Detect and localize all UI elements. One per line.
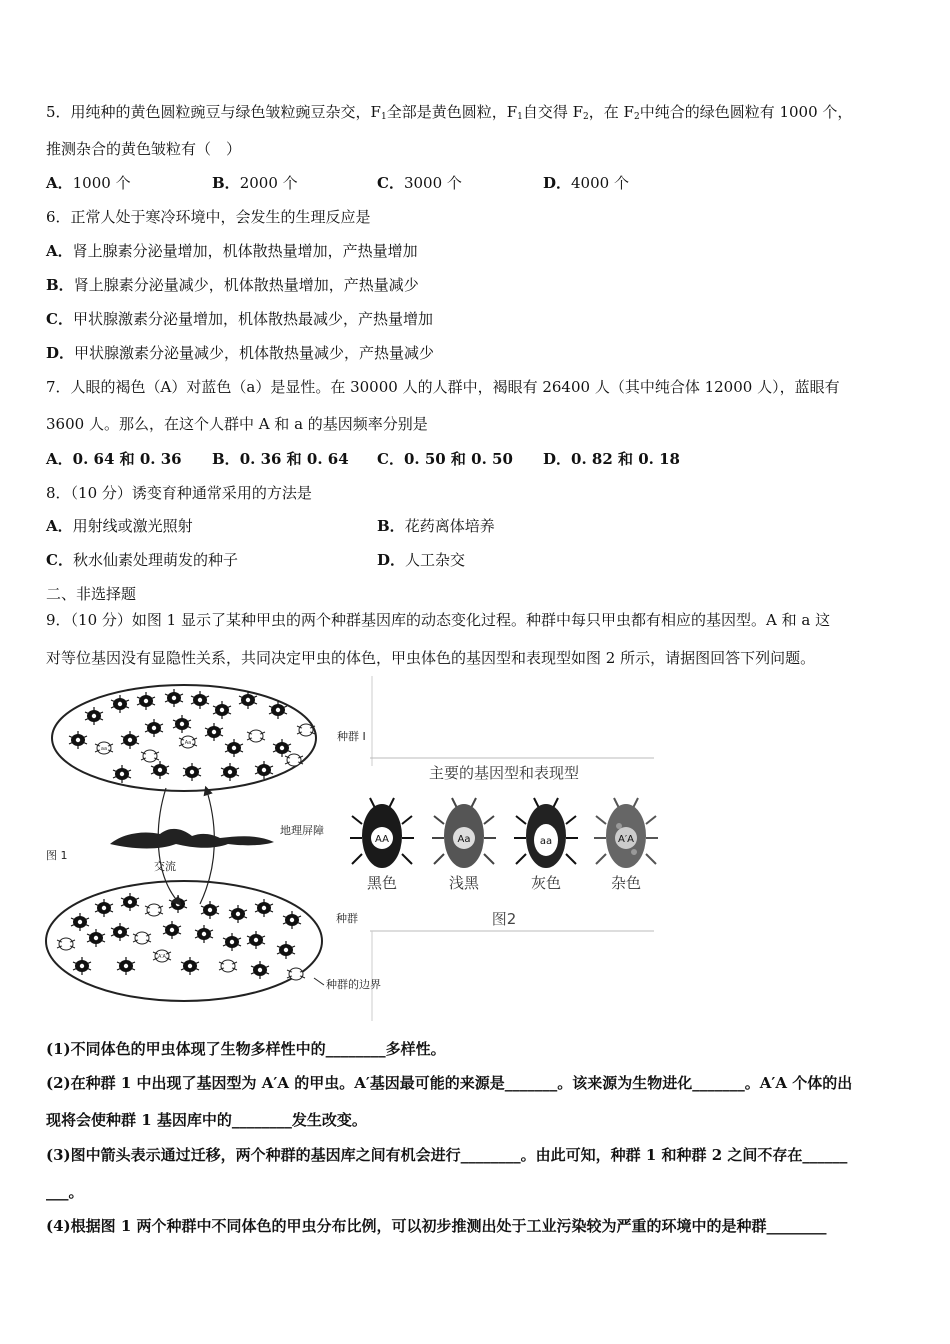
q6-option-d[interactable]: D．甲状腺激素分泌量减少，机体散热量减少，产热量减少 bbox=[46, 344, 435, 362]
q5-stem-line1: 5．用纯种的黄色圆粒豌豆与绿色皱粒豌豆杂交，$F_1$全部是黄色圆粒，$F_1$自交得 $F_2$，在 $F_2$中纯合的绿色圆粒有 1000 个， bbox=[46, 103, 853, 122]
q8-option-a[interactable]: A．用射线或激光照射 bbox=[46, 517, 193, 535]
q9-subquestion-2-line2: 现将会使种群 1 基因库中的________发生改变。 bbox=[46, 1111, 367, 1129]
q9-subquestion-3-line2: ___。 bbox=[46, 1183, 84, 1201]
phenotype-label: 灰色 bbox=[530, 874, 562, 892]
label-geographic-barrier: 地理屏障 bbox=[280, 824, 324, 837]
section-heading: 二、非选择题 bbox=[46, 585, 137, 603]
q5-option-a[interactable]: A．1000 个 bbox=[46, 174, 131, 192]
q7-option-a[interactable]: A．0. 64 和 0. 36 bbox=[46, 450, 182, 468]
q9-subquestion-2-line1: (2)在种群 1 中出现了基因型为 A′A 的甲虫。A′基因最可能的来源是_______。该来源为生物进化_______。A′A 个体的出 bbox=[46, 1074, 853, 1092]
q6-stem: 6．正常人处于寒冷环境中，会发生的生理反应是 bbox=[46, 208, 371, 226]
small-genotype-tag: aa bbox=[100, 746, 108, 752]
q6-option-c[interactable]: C．甲状腺激素分泌量增加，机体散热最减少，产热量增加 bbox=[46, 310, 433, 328]
figure-2-title: 主要的基因型和表现型 bbox=[428, 764, 580, 782]
q7-option-c[interactable]: C．0. 50 和 0. 50 bbox=[377, 450, 513, 468]
label-figure-1: 图 1 bbox=[46, 849, 68, 862]
geographic-barrier bbox=[110, 829, 274, 849]
q5-option-b[interactable]: B．2000 个 bbox=[212, 174, 298, 192]
q8-option-d[interactable]: D．人工杂交 bbox=[377, 551, 466, 569]
q8-option-b[interactable]: B．花药离体培养 bbox=[377, 517, 495, 535]
q7-option-b[interactable]: B．0. 36 和 0. 64 bbox=[212, 450, 349, 468]
q9-subquestion-4: (4)根据图 1 两个种群中不同体色的甲虫分布比例，可以初步推测出处于工业污染较为严重的环境中的是种群________ bbox=[46, 1217, 827, 1235]
q9-subquestion-1: (1)不同体色的甲虫体现了生物多样性中的________多样性。 bbox=[46, 1040, 446, 1058]
q7-stem-line1: 7．人眼的褐色（A）对蓝色（a）是显性。在 30000 人的人群中，褐眼有 26400 人（其中纯合体 12000 人），蓝眼有 bbox=[46, 378, 840, 396]
q5-option-d[interactable]: D．4000 个 bbox=[543, 174, 629, 192]
q9-subquestion-3-line1: (3)图中箭头表示通过迁移，两个种群的基因库之间有机会进行________。由此可知，种群 1 和种群 2 之间不存在______ bbox=[46, 1146, 848, 1164]
label-population-boundary: 种群的边界 bbox=[326, 978, 381, 991]
genotype-label: Aa bbox=[457, 834, 471, 845]
genotype-label: AA bbox=[375, 834, 389, 845]
genotype-label: aa bbox=[539, 836, 553, 847]
population-2-ellipse bbox=[46, 881, 322, 1001]
q5-option-c[interactable]: C．3000 个 bbox=[377, 174, 462, 192]
beetle-aa-light-black bbox=[432, 798, 496, 892]
q6-option-a[interactable]: A．肾上腺素分泌量增加，机体散热量增加，产热量增加 bbox=[46, 242, 418, 260]
q8-option-c[interactable]: C．秋水仙素处理萌发的种子 bbox=[46, 551, 238, 569]
q7-option-d[interactable]: D．0. 82 和 0. 18 bbox=[543, 450, 680, 468]
q9-stem-line1: 9．（10 分）如图 1 显示了某种甲虫的两个种群基因库的动态变化过程。种群中每只甲虫都有相应的基因型。A 和 a 这 bbox=[46, 611, 831, 629]
label-exchange: 交流 bbox=[154, 860, 176, 873]
beetle-aa-gray bbox=[514, 798, 578, 892]
beetle-a-prime-a-mottled bbox=[594, 798, 658, 892]
q6-option-b[interactable]: B．肾上腺素分泌量减少，机体散热量增加，产热量减少 bbox=[46, 276, 419, 294]
q8-stem: 8．（10 分）诱变育种通常采用的方法是 bbox=[46, 484, 312, 502]
q5-stem-line2: 推测杂合的黄色皱粒有（ ） bbox=[46, 140, 242, 158]
small-genotype-tag: A′A bbox=[158, 954, 166, 960]
beetle-population-figure bbox=[42, 676, 662, 1021]
phenotype-label: 黑色 bbox=[366, 874, 398, 892]
beetle-aa-dominant bbox=[350, 798, 414, 892]
q9-stem-line2: 对等位基因没有显隐性关系，共同决定甲虫的体色，甲虫体色的基因型和表现型如图 2 所示，请据图回答下列问题。 bbox=[46, 649, 816, 667]
genotype-label: A′A bbox=[618, 834, 634, 845]
figure-2-caption: 图2 bbox=[491, 910, 517, 928]
phenotype-label: 浅黑 bbox=[448, 874, 480, 892]
phenotype-label: 杂色 bbox=[610, 874, 642, 892]
q7-stem-line2: 3600 人。那么，在这个人群中 A 和 a 的基因频率分别是 bbox=[46, 415, 428, 433]
label-population-2: 种群 bbox=[336, 912, 358, 925]
small-genotype-tag: Aa bbox=[184, 740, 192, 746]
label-population-1: 种群 I bbox=[337, 730, 366, 743]
